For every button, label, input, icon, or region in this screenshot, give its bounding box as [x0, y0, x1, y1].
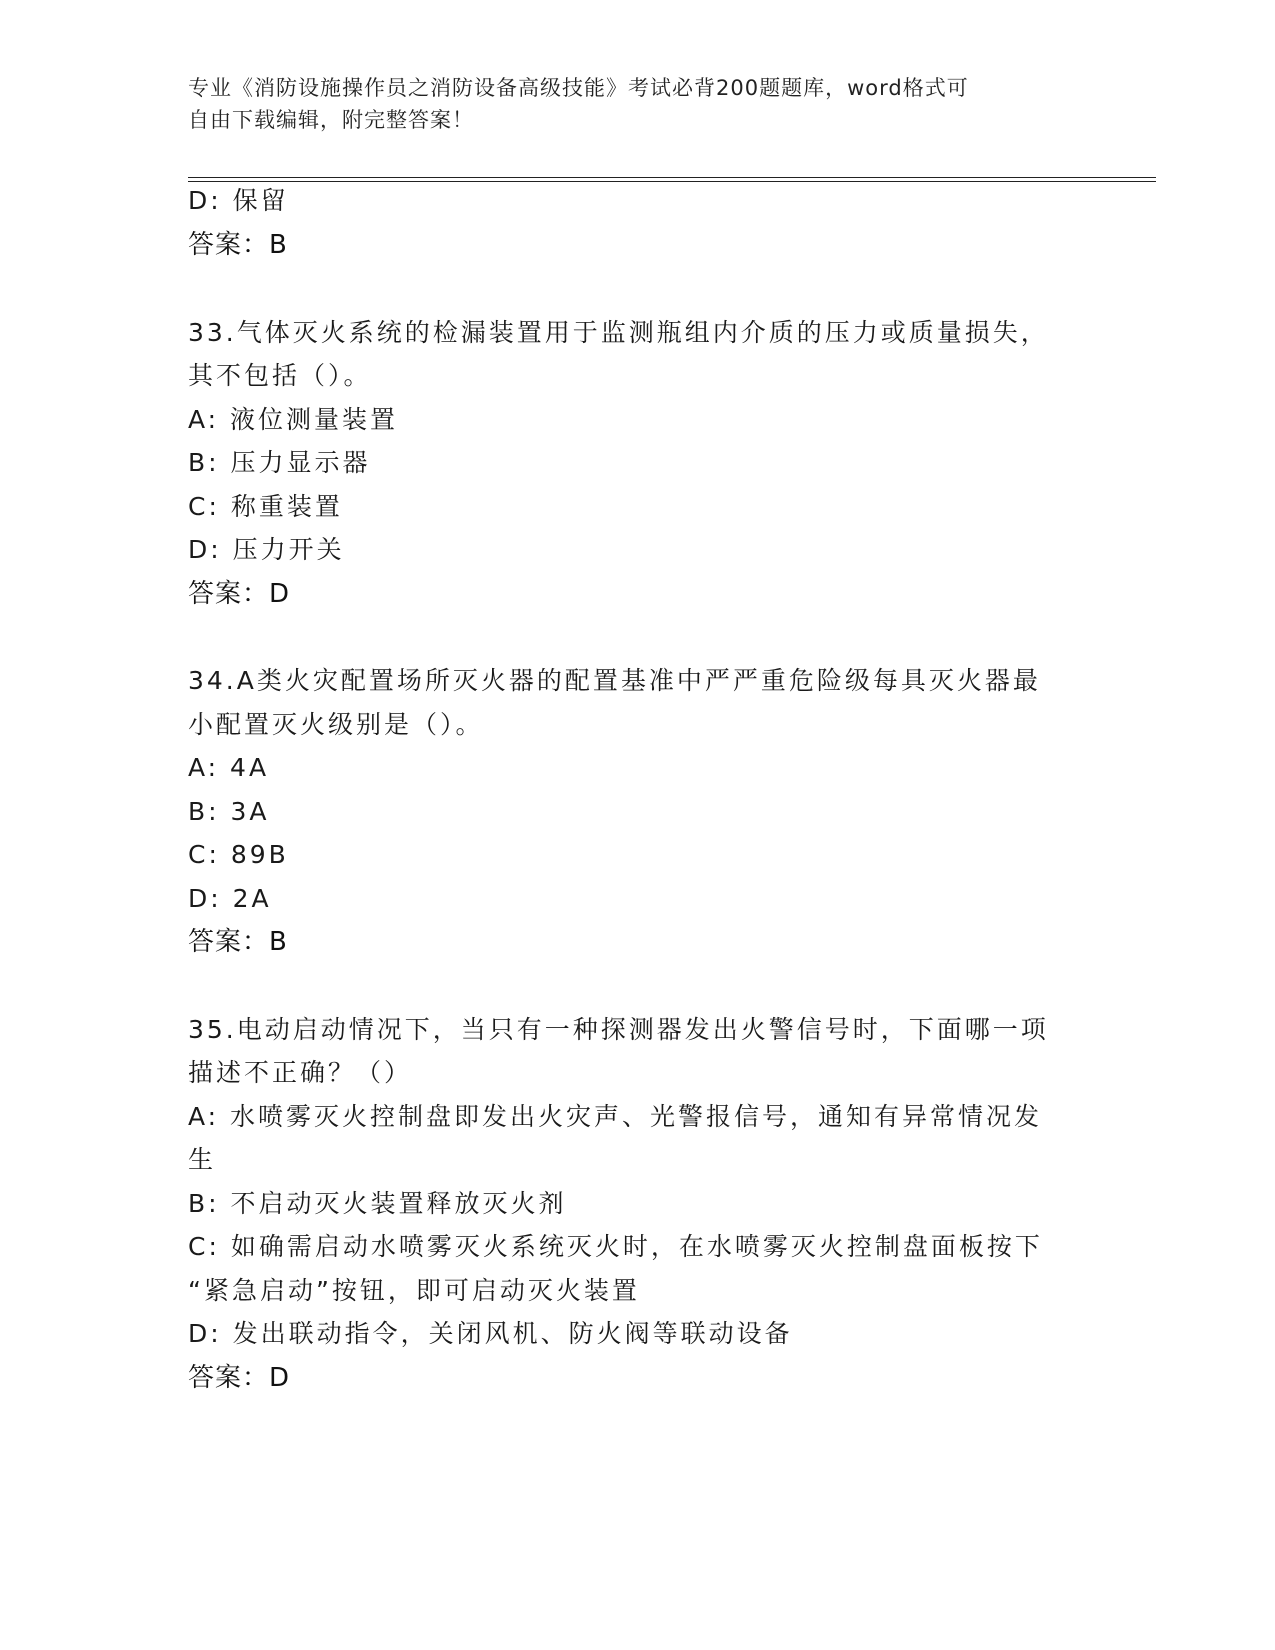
- q33-stem-line-1: 33.气体灭火系统的检漏装置用于监测瓶组内介质的压力或质量损失，: [188, 318, 1049, 347]
- header-line-2: 自由下载编辑，附完整答案！: [188, 108, 474, 132]
- q33-option-c: C: 称重装置: [188, 492, 343, 521]
- q33-answer: 答案：D: [188, 579, 291, 609]
- q34-stem-line-2: 小配置灭火级别是（）。: [188, 710, 484, 739]
- header-divider-top: [188, 177, 1156, 178]
- header-divider-bottom: [188, 181, 1156, 182]
- prev-answer: 答案：B: [188, 230, 288, 260]
- q35-option-c-line-1: C: 如确需启动水喷雾灭火系统灭火时，在水喷雾灭火控制盘面板按下: [188, 1232, 1043, 1261]
- q35-stem-line-2: 描述不正确？（）: [188, 1058, 413, 1087]
- q34-stem-line-1: 34.A类火灾配置场所灭火器的配置基准中严严重危险级每具灭火器最: [188, 666, 1041, 695]
- document-header: [188, 72, 1068, 136]
- q34-option-d: D: 2A: [188, 884, 272, 913]
- header-line-1: 专业《消防设施操作员之消防设备高级技能》考试必背200题题库，word格式可: [188, 76, 969, 100]
- q35-stem-line-1: 35.电动启动情况下，当只有一种探测器发出火警信号时，下面哪一项: [188, 1015, 1049, 1044]
- q35-option-a-line-2: 生: [188, 1145, 217, 1174]
- q34-answer: 答案：B: [188, 927, 288, 957]
- q35-option-b: B: 不启动灭火装置释放灭火剂: [188, 1189, 567, 1218]
- q33-stem-line-2: 其不包括（）。: [188, 361, 372, 390]
- q35-option-a-line-1: A: 水喷雾灭火控制盘即发出火灾声、光警报信号，通知有异常情况发: [188, 1102, 1043, 1131]
- q33-option-a: A: 液位测量装置: [188, 405, 399, 434]
- q33-option-b: B: 压力显示器: [188, 448, 371, 477]
- q35-option-d: D: 发出联动指令，关闭风机、防火阀等联动设备: [188, 1319, 793, 1348]
- q34-option-a: A: 4A: [188, 753, 270, 782]
- q35-answer: 答案：D: [188, 1363, 291, 1393]
- q35-option-c-line-2: “紧急启动”按钮，即可启动灭火装置: [188, 1276, 640, 1305]
- q34-option-c: C: 89B: [188, 840, 289, 869]
- q34-option-b: B: 3A: [188, 797, 270, 826]
- q33-option-d: D: 压力开关: [188, 535, 345, 564]
- prev-option-d: D: 保留: [188, 186, 289, 215]
